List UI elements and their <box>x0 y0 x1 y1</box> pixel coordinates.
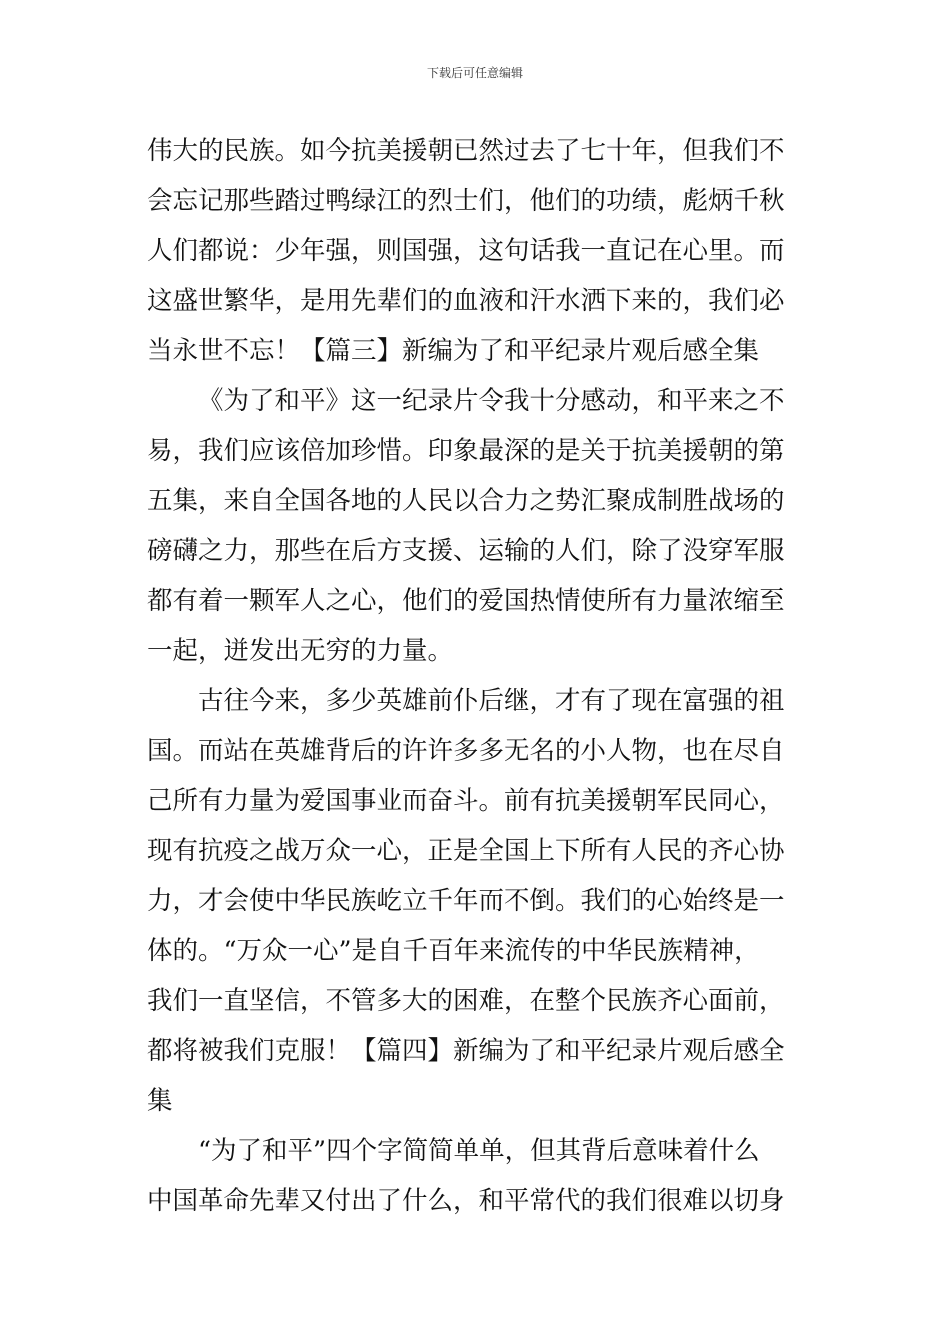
text-line: 国。而站在英雄背后的许许多多无名的小人物，也在尽自 <box>147 736 785 766</box>
text-line: 会忘记那些踏过鸭绿江的烈士们，他们的功绩，彪炳千秋 <box>147 186 785 216</box>
text-line: 都有着一颗军人之心，他们的爱国热情使所有力量浓缩至 <box>147 586 785 616</box>
text-line: 集 <box>147 1086 173 1116</box>
text-line: “为了和平”四个字简简单单，但其背后意味着什么 <box>198 1136 760 1166</box>
text-line: 一起，迸发出无穷的力量。 <box>147 636 454 666</box>
text-line: 中国革命先辈又付出了什么，和平常代的我们很难以切身 <box>147 1186 785 1216</box>
text-line: 人们都说：少年强，则国强，这句话我一直记在心里。而 <box>147 236 785 266</box>
text-line: 古往今来，多少英雄前仆后继，才有了现在富强的祖 <box>198 686 785 716</box>
text-line: 我们一直坚信，不管多大的困难，在整个民族齐心面前， <box>147 986 785 1016</box>
text-line: 易，我们应该倍加珍惜。印象最深的是关于抗美援朝的第 <box>147 436 785 466</box>
text-line: 都将被我们克服！【篇四】新编为了和平纪录片观后感全 <box>147 1036 785 1066</box>
text-line: 现有抗疫之战万众一心，正是全国上下所有人民的齐心协 <box>147 836 785 866</box>
text-line: 伟大的民族。如今抗美援朝已然过去了七十年，但我们不 <box>147 136 785 166</box>
text-line: 五集，来自全国各地的人民以合力之势汇聚成制胜战场的 <box>147 486 785 516</box>
text-line: 力，才会使中华民族屹立千年而不倒。我们的心始终是一 <box>147 886 785 916</box>
text-line: 《为了和平》这一纪录片令我十分感动，和平来之不 <box>198 386 785 416</box>
document-body <box>147 126 807 1226</box>
page-header: 下载后可任意编辑 <box>426 66 523 80</box>
text-line: 己所有力量为爱国事业而奋斗。前有抗美援朝军民同心， <box>147 786 785 816</box>
text-line: 磅礴之力，那些在后方支援、运输的人们，除了没穿军服 <box>147 536 785 566</box>
text-line: 这盛世繁华，是用先辈们的血液和汗水洒下来的，我们必 <box>147 286 785 316</box>
text-line: 体的。“万众一心”是自千百年来流传的中华民族精神， <box>147 936 760 966</box>
text-line: 当永世不忘！【篇三】新编为了和平纪录片观后感全集 <box>147 336 760 366</box>
